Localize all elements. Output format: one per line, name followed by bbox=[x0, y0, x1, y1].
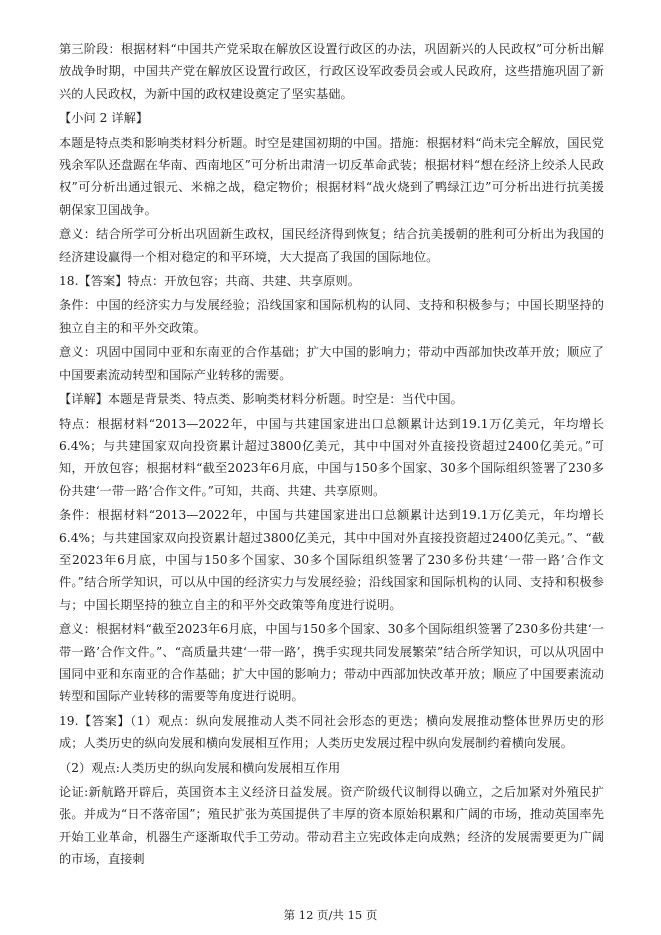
q19-answer-part2-argument: 论证:新航路开辟后，英国资本主义经济日益发展。资产阶级代议制得以确立，之后加紧对外殖民扩张。并成为“日不落帝国”；殖民扩张为英国提供了丰厚的资本原始积累和广阔的市场，推动英国率先开始工业革命，机器生产逐渐取代手工劳动。带动君主立宪政体走向成熟；经济的发展需要更为广阔的市场，直接刺 bbox=[59, 785, 604, 867]
paragraph-significance: 意义：结合所学可分析出巩固新生政权，国民经济得到恢复；结合抗美援朝的胜利可分析出为我国的经济建设赢得一个相对稳定的和平环境，大大提高了我国的国际地位。 bbox=[59, 227, 604, 264]
paragraph-stage-three: 第三阶段：根据材料“中国共产党采取在解放区设置行政区的办法，巩固新兴的人民政权”可分析出解放战争时期，中国共产党在解放区设置行政区，行政区设军政委员会或人民政府，这些措施巩固了新兴的人民政权，为新中国的政权建设奠定了坚实基础。 bbox=[59, 42, 604, 101]
q18-detail-significance: 意义：根据材料“截至2023年6月底，中国与150多个国家、30多个国际组织签署了230多份共建‘一带一路’合作文件。”、“高质量共建‘一带一路’，携手实现共同发展繁荣”结合所学知识，可以从巩固中国同中亚和东南亚的合作基础；扩大中国的影响力；带动中西部加快改革开放；顺应了中国要素流动转型和国际产业转移的需要等角度进行说明。 bbox=[59, 622, 604, 704]
q18-detail-intro: 【详解】本题是背景类、特点类、影响类材料分析题。时空是：当代中国。 bbox=[59, 392, 463, 407]
q18-answer-conditions: 条件：中国的经济实力与发展经验；沿线国家和国际机构的认同、支持和积极参与；中国长期坚持的独立自主的和平外交政策。 bbox=[59, 298, 604, 335]
document-body bbox=[59, 38, 604, 873]
page-footer: 第 12 页/共 15 页 bbox=[283, 908, 378, 922]
subquestion-2-heading: 【小问 2 详解】 bbox=[59, 111, 149, 126]
q19-answer-part1: 19.【答案】（1）观点：纵向发展推动人类不同社会形态的更迭；横向发展推动整体世界历史的形成；人类历史的纵向发展和横向发展相互作用；人类历史发展过程中纵向发展制约着横向发展。 bbox=[59, 713, 604, 751]
paragraph-measures: 本题是特点类和影响类材料分析题。时空是建国初期的中国。措施：根据材料“尚未完全解放，国民党残余军队还盘踞在华南、西南地区”可分析出肃清一切反革命武装；根据材料“想在经济上绞杀人民政权”可分析出通过银元、米棉之战，稳定物价；根据材料“战火烧到了鸭绿江边”可分析出进行抗美援朝保家卫国战争。 bbox=[59, 135, 604, 217]
q19-answer-part2-viewpoint: （2）观点:人类历史的纵向发展和横向发展相互作用 bbox=[59, 760, 341, 775]
q18-answer-significance: 意义：巩固中国同中亚和东南亚的合作基础；扩大中国的影响力；带动中西部加快改革开放；顺应了中国要素流动转型和国际产业转移的需要。 bbox=[59, 345, 604, 382]
q18-detail-features: 特点：根据材料“2013—2022年，中国与共建国家进出口总额累计达到19.1万亿美元，年均增长6.4%；与共建国家双向投资累计超过3800亿美元，其中中国对外直接投资超过2400亿美元。”可知，开放包容；根据材料“截至2023年6月底，中国与150多个国家、30多个国际组织签署了230多份共建‘一带一路’合作文件。”可知，共商、共建、共享原则。 bbox=[59, 416, 604, 498]
q18-detail-conditions: 条件：根据材料“2013—2022年，中国与共建国家进出口总额累计达到19.1万亿美元，年均增长6.4%；与共建国家双向投资累计超过3800亿美元，其中中国对外直接投资超过2400亿美元。”、“截至2023年6月底，中国与150多个国家、30多个国际组织签署了230多份共建‘一带一路’合作文件。”结合所学知识，可以从中国的经济实力与发展经验；沿线国家和国际机构的认同、支持和积极参与；中国长期坚持的独立自主的和平外交政策等角度进行说明。 bbox=[59, 508, 604, 612]
q18-answer-features: 18.【答案】特点：开放包容；共商、共建、共享原则。 bbox=[59, 274, 360, 289]
